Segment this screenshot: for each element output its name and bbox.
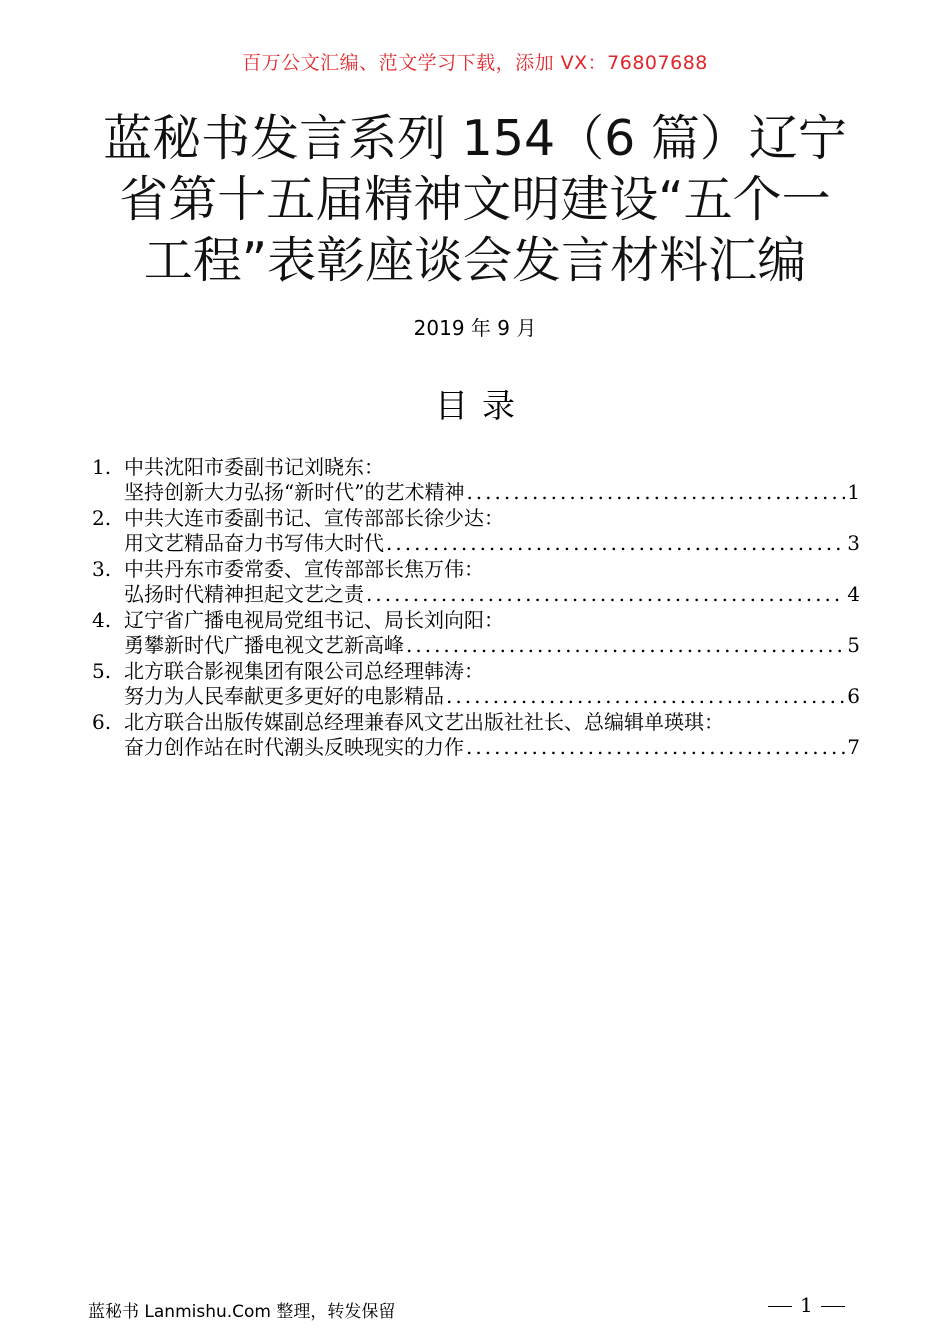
document-title: 蓝秘书发言系列 154（6 篇）辽宁省第十五届精神文明建设“五个一工程”表彰座谈会发言材料汇编 xyxy=(103,110,847,289)
toc-entry-1[interactable] xyxy=(92,454,860,505)
toc-entry-number: 3. xyxy=(92,557,112,581)
footer-page-number xyxy=(760,1293,853,1317)
toc-entry-title: 用文艺精品奋力书写伟大时代 xyxy=(124,531,384,555)
toc-leader-dots xyxy=(466,480,845,505)
toc-entry-number: 1. xyxy=(92,455,112,479)
toc-entry-page: 1 xyxy=(847,480,860,504)
toc-entry-page: 5 xyxy=(847,633,860,657)
page-number-value: 1 xyxy=(800,1293,813,1317)
toc-entry-title: 弘扬时代精神担起文艺之责 xyxy=(124,582,364,606)
toc-leader-dots xyxy=(446,684,845,709)
toc-entry-number: 2. xyxy=(92,506,112,530)
toc-entry-2[interactable] xyxy=(92,505,860,556)
toc-entry-4[interactable] xyxy=(92,607,860,658)
toc-entry-speaker: 北方联合出版传媒副总经理兼春风文艺出版社社长、总编辑单瑛琪： xyxy=(124,710,724,734)
toc-entry-5[interactable] xyxy=(92,658,860,709)
toc-entry-3[interactable] xyxy=(92,556,860,607)
toc-entry-title: 努力为人民奉献更多更好的电影精品 xyxy=(124,684,444,708)
toc-entry-page: 4 xyxy=(847,582,860,606)
document-date: 2019 年 9 月 xyxy=(413,316,537,340)
toc-leader-dots xyxy=(366,582,845,607)
toc-entry-6[interactable] xyxy=(92,709,860,760)
table-of-contents xyxy=(92,454,860,760)
toc-leader-dots xyxy=(466,735,845,760)
page-dash-left xyxy=(768,1306,792,1307)
toc-leader-dots xyxy=(406,633,845,658)
toc-entry-speaker: 中共大连市委副书记、宣传部部长徐少达： xyxy=(124,506,504,530)
toc-entry-number: 5. xyxy=(92,659,112,683)
header-banner: 百万公文汇编、范文学习下载，添加 VX：76807688 xyxy=(242,52,708,74)
footer-credit: 蓝秘书 Lanmishu.Com 整理，转发保留 xyxy=(88,1302,396,1322)
page-dash-right xyxy=(821,1306,845,1307)
toc-entry-title: 坚持创新大力弘扬“新时代”的艺术精神 xyxy=(124,480,465,504)
toc-entry-title: 奋力创作站在时代潮头反映现实的力作 xyxy=(124,735,464,759)
toc-entry-number: 4. xyxy=(92,608,112,632)
toc-entry-speaker: 北方联合影视集团有限公司总经理韩涛： xyxy=(124,659,484,683)
toc-entry-speaker: 中共沈阳市委副书记刘晓东： xyxy=(124,455,384,479)
toc-entry-page: 6 xyxy=(847,684,860,708)
toc-entry-speaker: 中共丹东市委常委、宣传部部长焦万伟： xyxy=(124,557,484,581)
toc-entry-title: 勇攀新时代广播电视文艺新高峰 xyxy=(124,633,404,657)
toc-entry-page: 3 xyxy=(847,531,860,555)
toc-entry-number: 6. xyxy=(92,710,112,734)
toc-entry-speaker: 辽宁省广播电视局党组书记、局长刘向阳： xyxy=(124,608,504,632)
toc-entry-page: 7 xyxy=(847,735,860,759)
toc-leader-dots xyxy=(386,531,845,556)
toc-heading: 目录 xyxy=(435,386,529,425)
